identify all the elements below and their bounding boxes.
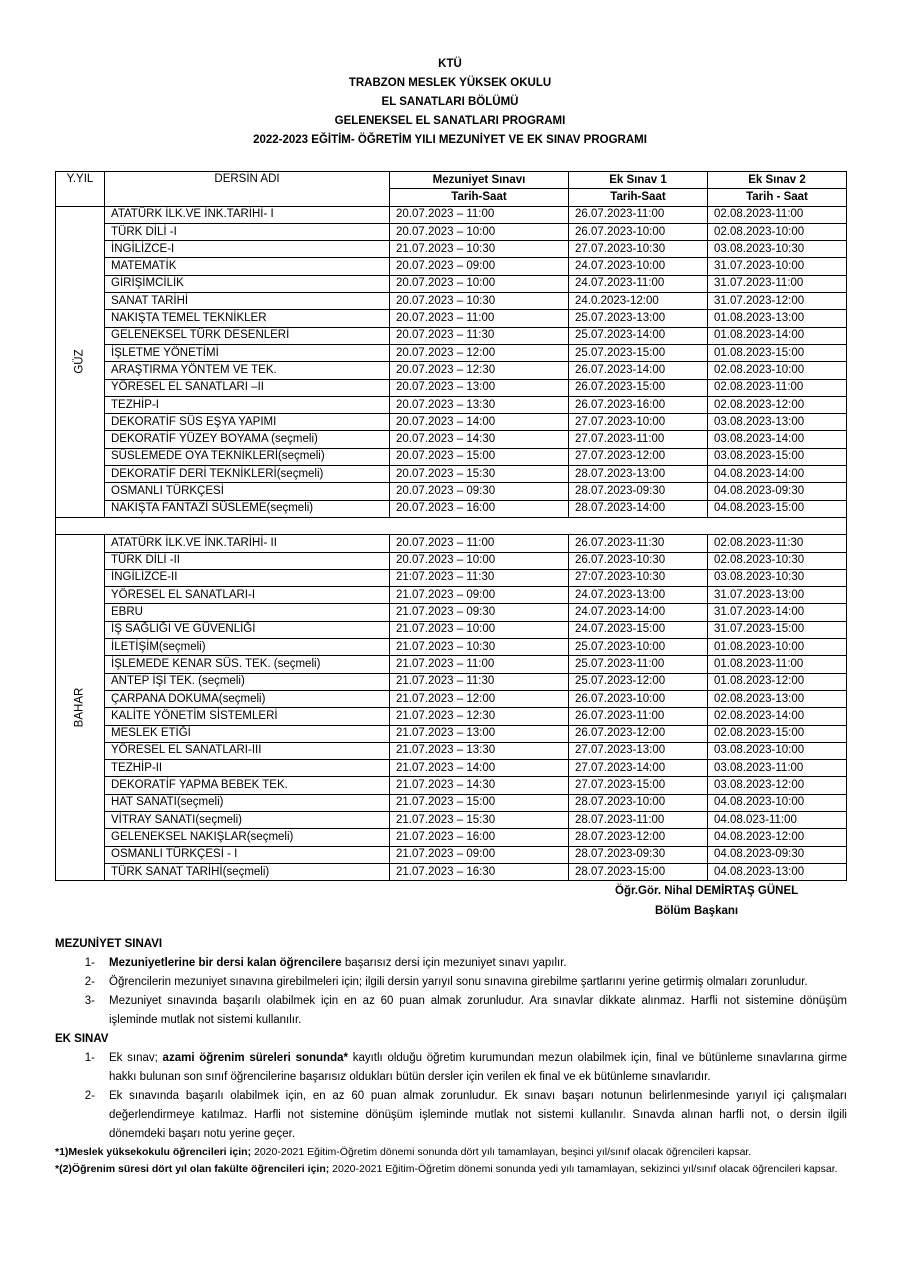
extra-exam2-date-cell: 02.08.2023-11:00 [708, 379, 847, 396]
extra-exam1-date-cell: 27.07.2023-10:00 [569, 414, 708, 431]
grad-exam-subheader: Tarih-Saat [390, 189, 569, 206]
grad-exam-date-cell: 20.07.2023 – 14:00 [390, 414, 569, 431]
table-row [56, 725, 847, 742]
extra-exam1-date-cell: 26.07.2023-12:00 [569, 725, 708, 742]
extra-exam2-date-cell: 02.08.2023-14:00 [708, 708, 847, 725]
course-name-cell: OSMANLI TÜRKÇESİ [105, 483, 390, 500]
extra-exam1-date-cell: 26.07.2023-15:00 [569, 379, 708, 396]
grad-exam-date-cell: 21.07.2023 – 13:00 [390, 725, 569, 742]
extra-exam-heading: EK SINAV [55, 1033, 109, 1045]
grad-exam-date-cell: 21.07.2023 – 16:00 [390, 829, 569, 846]
table-row [56, 466, 847, 483]
table-row [56, 604, 847, 621]
extra-exam1-date-cell: 26.07.2023-10:00 [569, 690, 708, 707]
extra-exam1-date-cell: 27.07.2023-10:30 [569, 241, 708, 258]
extra-exam2-date-cell: 01.08.2023-15:00 [708, 344, 847, 361]
extra-exam-rules [55, 1049, 847, 1144]
signatory-name: Öğr.Gör. Nihal DEMİRTAŞ GÜNEL [615, 885, 799, 897]
grad-exam-date-cell: 20.07.2023 – 10:00 [390, 223, 569, 240]
table-row [56, 275, 847, 292]
course-name-cell: DEKORATİF SÜS EŞYA YAPIMI [105, 414, 390, 431]
grad-exam-date-cell: 20.07.2023 – 10:30 [390, 293, 569, 310]
extra-exam1-subheader: Tarih-Saat [569, 189, 708, 206]
extra-exam1-date-cell: 28.07.2023-09:30 [569, 846, 708, 863]
course-name-cell: ARAŞTIRMA YÖNTEM VE TEK. [105, 362, 390, 379]
graduation-exam-heading: MEZUNİYET SINAVI [55, 938, 163, 950]
course-name-cell: TÜRK DİLİ -II [105, 552, 390, 569]
grad-exam-date-cell: 20.07.2023 – 15:00 [390, 448, 569, 465]
extra-exam2-date-cell: 02.08.2023-11:00 [708, 206, 847, 223]
item-number: 2- [84, 976, 95, 988]
extra-exam1-date-cell: 28.07.2023-09:30 [569, 483, 708, 500]
semester-cell [56, 535, 105, 881]
item-number: 1- [84, 1052, 95, 1064]
extra-exam2-date-cell: 02.08.2023-10:30 [708, 552, 847, 569]
extra-exam1-date-cell: 27:07.2023-10:30 [569, 569, 708, 586]
course-column-header: DERSİN ADI [105, 172, 390, 207]
extra-exam1-date-cell: 26.07.2023-10:00 [569, 223, 708, 240]
item-text: Mezuniyet sınavında başarılı olabilmek için en az 60 puan almak zorunludur. Ara sınavlar dikkate alınmaz. Harfli not sistemine dönüşüm işleminde mutlak not sistemi kullanılır. [109, 995, 847, 1026]
course-name-cell: HAT SANATI(seçmeli) [105, 794, 390, 811]
extra-exam2-date-cell: 31.07.2023-12:00 [708, 293, 847, 310]
extra-exam1-date-cell: 27.07.2023-14:00 [569, 760, 708, 777]
item-number: 2- [84, 1090, 95, 1102]
table-row [56, 223, 847, 240]
extra-exam2-subheader: Tarih - Saat [708, 189, 847, 206]
table-row [56, 656, 847, 673]
extra-exam2-date-cell: 31.07.2023-15:00 [708, 621, 847, 638]
grad-exam-date-cell: 20.07.2023 – 11:30 [390, 327, 569, 344]
extra-exam1-date-cell: 28.07.2023-14:00 [569, 500, 708, 517]
table-row [56, 362, 847, 379]
course-name-cell: YÖRESEL EL SANATLARI-I [105, 587, 390, 604]
extra-exam2-date-cell: 03.08.2023-11:00 [708, 760, 847, 777]
school-name: TRABZON MESLEK YÜKSEK OKULU [348, 77, 552, 89]
extra-exam2-date-cell: 03.08.2023-14:00 [708, 431, 847, 448]
course-name-cell: MATEMATİK [105, 258, 390, 275]
grad-exam-date-cell: 20.07.2023 – 10:00 [390, 275, 569, 292]
institution-name: KTÜ [438, 58, 462, 70]
course-name-cell: ANTEP İŞİ TEK. (seçmeli) [105, 673, 390, 690]
grad-exam-date-cell: 21.07.2023 – 12:30 [390, 708, 569, 725]
extra-exam1-date-cell: 28.07.2023-15:00 [569, 863, 708, 880]
grad-exam-date-cell: 20.07.2023 – 15:30 [390, 466, 569, 483]
footnote-2: *(2)Öğrenim süresi dört yıl olan fakülte öğrencileri için; 2020-2021 Eğitim-Öğretim dönemi sonunda yedi yılı tamamlayan, sekizinci yıl/sınıf olacak öğrencileri kapsar. [55, 1163, 838, 1175]
extra-exam2-date-cell: 01.08.2023-13:00 [708, 310, 847, 327]
extra-exam1-date-cell: 27.07.2023-11:00 [569, 431, 708, 448]
grad-exam-date-cell: 21.07.2023 – 13:30 [390, 742, 569, 759]
extra-exam2-date-cell: 02.08.2023-12:00 [708, 396, 847, 413]
course-name-cell: TÜRK SANAT TARİHİ(seçmeli) [105, 863, 390, 880]
course-name-cell: DEKORATİF YÜZEY BOYAMA (seçmeli) [105, 431, 390, 448]
extra-exam2-date-cell: 03.08.2023-10:30 [708, 241, 847, 258]
table-row [56, 760, 847, 777]
course-name-cell: MESLEK ETİĞİ [105, 725, 390, 742]
separator-cell [56, 517, 847, 534]
extra-exam1-date-cell: 24.07.2023-14:00 [569, 604, 708, 621]
extra-exam1-date-cell: 26.07.2023-11:30 [569, 535, 708, 552]
extra-exam2-date-cell: 02.08.2023-15:00 [708, 725, 847, 742]
extra-exam1-date-cell: 28.07.2023-12:00 [569, 829, 708, 846]
extra-exam1-date-cell: 27.07.2023-13:00 [569, 742, 708, 759]
course-name-cell: ÇARPANA DOKUMA(seçmeli) [105, 690, 390, 707]
extra-exam2-date-cell: 04.08.2023-13:00 [708, 863, 847, 880]
signatory-title: Bölüm Başkanı [655, 905, 739, 917]
item-text: Ek sınavında başarılı olabilmek için, en az 60 puan almak zorunludur. Ek sınavı başarı notunun belirlenmesinde yarıyıl içi çalışmaları değerlendirmeye katılmaz. Harfli not sistemine dönüşüm işleminde mutlak not sistemi kullanılır. Sınavda alınan harfli not, o dersin ilgili dönemdeki başarı notu yerine geçer. [109, 1090, 847, 1140]
grad-exam-date-cell: 20.07.2023 – 13:00 [390, 379, 569, 396]
semester-label: GÜZ [73, 349, 86, 374]
course-name-cell: YÖRESEL EL SANATLARI-III [105, 742, 390, 759]
extra-exam2-date-cell: 02.08.2023-11:30 [708, 535, 847, 552]
course-name-cell: VİTRAY SANATI(seçmeli) [105, 811, 390, 828]
grad-exam-date-cell: 20.07.2023 – 09:00 [390, 258, 569, 275]
grad-exam-date-cell: 21.07.2023 – 09:00 [390, 587, 569, 604]
extra-exam2-date-cell: 04.08.2023-14:00 [708, 466, 847, 483]
extra-exam1-date-cell: 26.07.2023-11:00 [569, 708, 708, 725]
table-row [56, 535, 847, 552]
extra-exam2-date-cell: 03.08.2023-12:00 [708, 777, 847, 794]
grad-exam-date-cell: 21.07.2023 – 16:30 [390, 863, 569, 880]
extra-exam2-date-cell: 31.07.2023-10:00 [708, 258, 847, 275]
document-header [0, 55, 900, 150]
item-text: Öğrencilerin mezuniyet sınavına girebilmeleri için; ilgili dersin yarıyıl sonu sınavına girebilme şartlarını yerine getirmiş olmaları zorunludur. [109, 976, 808, 988]
extra-exam1-date-cell: 25.07.2023-15:00 [569, 344, 708, 361]
extra-exam2-date-cell: 01.08.2023-12:00 [708, 673, 847, 690]
extra-exam2-date-cell: 31.07.2023-11:00 [708, 275, 847, 292]
table-row [56, 344, 847, 361]
course-name-cell: NAKIŞTA TEMEL TEKNİKLER [105, 310, 390, 327]
graduation-rule-item [55, 954, 847, 973]
extra-exam1-date-cell: 24.07.2023-15:00 [569, 621, 708, 638]
course-name-cell: GELENEKSEL NAKIŞLAR(seçmeli) [105, 829, 390, 846]
grad-exam-date-cell: 21.07.2023 – 10:30 [390, 639, 569, 656]
course-name-cell: İLETİŞİM(seçmeli) [105, 639, 390, 656]
item-number: 1- [84, 957, 95, 969]
semester-label: BAHAR [73, 687, 86, 728]
table-row [56, 483, 847, 500]
table-row [56, 587, 847, 604]
course-name-cell: DEKORATİF YAPMA BEBEK TEK. [105, 777, 390, 794]
course-name-cell: İNGİLİZCE-I [105, 241, 390, 258]
table-row [56, 777, 847, 794]
grad-exam-date-cell: 21.07.2023 – 09:00 [390, 846, 569, 863]
course-name-cell: EBRU [105, 604, 390, 621]
extra-exam2-date-cell: 04.08.2023-12:00 [708, 829, 847, 846]
extra-exam2-date-cell: 01.08.2023-10:00 [708, 639, 847, 656]
semester-separator-row [56, 517, 847, 534]
grad-exam-date-cell: 21.07.2023 – 15:00 [390, 794, 569, 811]
table-row [56, 258, 847, 275]
table-row [56, 794, 847, 811]
extra-exam1-date-cell: 28.07.2023-13:00 [569, 466, 708, 483]
exam-schedule-table [55, 171, 847, 881]
extra-exam2-date-cell: 02.08.2023-10:00 [708, 223, 847, 240]
grad-exam-date-cell: 21.07.2023 – 10:00 [390, 621, 569, 638]
extra-exam1-date-cell: 25.07.2023-13:00 [569, 310, 708, 327]
course-name-cell: SÜSLEMEDE OYA TEKNİKLERİ(seçmeli) [105, 448, 390, 465]
extra-exam1-date-cell: 25.07.2023-14:00 [569, 327, 708, 344]
extra-exam2-date-cell: 31.07.2023-14:00 [708, 604, 847, 621]
footnote-1: *1)Meslek yüksekokulu öğrencileri için; 2020-2021 Eğitim-Öğretim dönemi sonunda dört yılı tamamlayan, beşinci yıl/sınıf olacak öğrencileri kapsar. [55, 1146, 752, 1158]
extra-exam1-date-cell: 25.07.2023-10:00 [569, 639, 708, 656]
grad-exam-date-cell: 20.07.2023 – 10:00 [390, 552, 569, 569]
table-row [56, 673, 847, 690]
course-name-cell: TEZHİP-II [105, 760, 390, 777]
table-row [56, 431, 847, 448]
course-name-cell: İNGİLİZCE-II [105, 569, 390, 586]
table-row [56, 639, 847, 656]
extra-exam2-date-cell: 02.08.2023-13:00 [708, 690, 847, 707]
course-name-cell: GELENEKSEL TÜRK DESENLERİ [105, 327, 390, 344]
extra-exam1-date-cell: 26.07.2023-10:30 [569, 552, 708, 569]
extra-exam2-date-cell: 03.08.2023-10:00 [708, 742, 847, 759]
extra-exam1-date-cell: 26.07.2023-16:00 [569, 396, 708, 413]
extra-exam1-date-cell: 26.07.2023-11:00 [569, 206, 708, 223]
item-text: Ek sınav; azami öğrenim süreleri sonunda* kayıtlı olduğu öğretim kurumundan mezun olabilmek için, final ve bütünleme sınavlarına girme hakkı bulunan son sınıf öğrencilerine başarısız oldukları bütün dersler için verilen ek final ve ek bütünleme sınavlarıdır. [109, 1052, 847, 1083]
extra-exam1-date-cell: 24.0.2023-12:00 [569, 293, 708, 310]
table-row [56, 690, 847, 707]
extra-exam2-date-cell: 01.08.2023-11:00 [708, 656, 847, 673]
table-header-row [56, 172, 847, 189]
course-name-cell: SANAT TARİHİ [105, 293, 390, 310]
extra-exam1-date-cell: 28.07.2023-11:00 [569, 811, 708, 828]
item-text: Mezuniyetlerine bir dersi kalan öğrencilere başarısız dersi için mezuniyet sınavı yapılır. [109, 957, 567, 969]
grad-exam-date-cell: 20.07.2023 – 13:30 [390, 396, 569, 413]
table-row [56, 708, 847, 725]
grad-exam-date-cell: 20.07.2023 – 11:00 [390, 206, 569, 223]
table-row [56, 829, 847, 846]
extra-exam1-date-cell: 25.07.2023-11:00 [569, 656, 708, 673]
extra-exam2-date-cell: 04.08.2023-09:30 [708, 483, 847, 500]
extra-exam2-date-cell: 01.08.2023-14:00 [708, 327, 847, 344]
extra-exam2-date-cell: 02.08.2023-10:00 [708, 362, 847, 379]
course-name-cell: OSMANLI TÜRKÇESİ - I [105, 846, 390, 863]
extra-exam1-date-cell: 25.07.2023-12:00 [569, 673, 708, 690]
extra-exam1-date-cell: 27.07.2023-12:00 [569, 448, 708, 465]
extra-exam2-date-cell: 03.08.2023-10:30 [708, 569, 847, 586]
extra-exam1-date-cell: 24.07.2023-10:00 [569, 258, 708, 275]
grad-exam-date-cell: 20.07.2023 – 12:30 [390, 362, 569, 379]
grad-exam-date-cell: 21.07.2023 – 14:00 [390, 760, 569, 777]
table-row [56, 863, 847, 880]
grad-exam-date-cell: 21.07.2023 – 14:30 [390, 777, 569, 794]
extra-exam1-date-cell: 24.07.2023-13:00 [569, 587, 708, 604]
grad-exam-column-header: Mezuniyet Sınavı [390, 172, 569, 189]
table-row [56, 742, 847, 759]
grad-exam-date-cell: 21.07.2023 – 11:00 [390, 656, 569, 673]
graduation-rule-item [55, 992, 847, 1030]
schedule-body [56, 206, 847, 881]
grad-exam-date-cell: 21.07.2023 – 12:00 [390, 690, 569, 707]
table-row [56, 327, 847, 344]
extra-exam2-date-cell: 04.08.2023-09:30 [708, 846, 847, 863]
table-row [56, 396, 847, 413]
grad-exam-date-cell: 20.07.2023 – 14:30 [390, 431, 569, 448]
table-row [56, 241, 847, 258]
course-name-cell: İŞLETME YÖNETİMİ [105, 344, 390, 361]
grad-exam-date-cell: 21.07.2023 – 15:30 [390, 811, 569, 828]
course-name-cell: NAKIŞTA FANTAZİ SÜSLEME(seçmeli) [105, 500, 390, 517]
table-row [56, 621, 847, 638]
notes-section [55, 935, 847, 1178]
extra-exam1-column-header: Ek Sınav 1 [569, 172, 708, 189]
grad-exam-date-cell: 21.07.2023 – 10:30 [390, 241, 569, 258]
grad-exam-date-cell: 20.07.2023 – 12:00 [390, 344, 569, 361]
grad-exam-date-cell: 20.07.2023 – 11:00 [390, 535, 569, 552]
course-name-cell: İŞ SAĞLIĞI VE GÜVENLİĞİ [105, 621, 390, 638]
table-row [56, 414, 847, 431]
extra-exam2-date-cell: 04.08.2023-15:00 [708, 500, 847, 517]
table-row [56, 206, 847, 223]
program-name: GELENEKSEL EL SANATLARI PROGRAMI [334, 115, 566, 127]
table-row [56, 552, 847, 569]
course-name-cell: YÖRESEL EL SANATLARI –II [105, 379, 390, 396]
grad-exam-date-cell: 21.07.2023 – 09:30 [390, 604, 569, 621]
extra-exam2-date-cell: 04.08.2023-10:00 [708, 794, 847, 811]
table-row [56, 379, 847, 396]
item-number: 3- [84, 995, 95, 1007]
signature-block [615, 881, 798, 921]
table-row [56, 569, 847, 586]
graduation-rule-item [55, 973, 847, 992]
graduation-exam-rules [55, 954, 847, 1030]
course-name-cell: KALİTE YÖNETİM SİSTEMLERİ [105, 708, 390, 725]
course-name-cell: TEZHİP-I [105, 396, 390, 413]
course-name-cell: DEKORATİF DERİ TEKNİKLERİ(seçmeli) [105, 466, 390, 483]
extra-exam1-date-cell: 26.07.2023-14:00 [569, 362, 708, 379]
grad-exam-date-cell: 21.07.2023 – 11:30 [390, 673, 569, 690]
extra-exam1-date-cell: 28.07.2023-10:00 [569, 794, 708, 811]
table-row [56, 846, 847, 863]
extra-exam2-date-cell: 04.08.023-11:00 [708, 811, 847, 828]
document-title: 2022-2023 EĞİTİM- ÖĞRETİM YILI MEZUNİYET VE EK SINAV PROGRAMI [253, 134, 647, 146]
course-name-cell: İŞLEMEDE KENAR SÜS. TEK. (seçmeli) [105, 656, 390, 673]
extra-exam1-date-cell: 27.07.2023-15:00 [569, 777, 708, 794]
department-name: EL SANATLARI BÖLÜMÜ [381, 96, 519, 108]
grad-exam-date-cell: 20.07.2023 – 09:30 [390, 483, 569, 500]
table-row [56, 293, 847, 310]
table-row [56, 500, 847, 517]
table-row [56, 310, 847, 327]
course-name-cell: ATATÜRK İLK.VE İNK.TARİHİ- II [105, 535, 390, 552]
course-name-cell: GİRİŞİMCİLİK [105, 275, 390, 292]
course-name-cell: TÜRK DİLİ -I [105, 223, 390, 240]
table-row [56, 811, 847, 828]
extra-exam-rule-item [55, 1049, 847, 1087]
extra-exam2-column-header: Ek Sınav 2 [708, 172, 847, 189]
table-row [56, 448, 847, 465]
extra-exam2-date-cell: 31.07.2023-13:00 [708, 587, 847, 604]
extra-exam-rule-item [55, 1087, 847, 1144]
extra-exam1-date-cell: 24.07.2023-11:00 [569, 275, 708, 292]
grad-exam-date-cell: 20.07.2023 – 16:00 [390, 500, 569, 517]
course-name-cell: ATATÜRK İLK.VE İNK.TARİHİ- I [105, 206, 390, 223]
grad-exam-date-cell: 21:07.2023 – 11:30 [390, 569, 569, 586]
extra-exam2-date-cell: 03.08.2023-13:00 [708, 414, 847, 431]
semester-cell [56, 206, 105, 517]
extra-exam2-date-cell: 03.08.2023-15:00 [708, 448, 847, 465]
year-column-header: Y.YIL [56, 172, 105, 207]
grad-exam-date-cell: 20.07.2023 – 11:00 [390, 310, 569, 327]
